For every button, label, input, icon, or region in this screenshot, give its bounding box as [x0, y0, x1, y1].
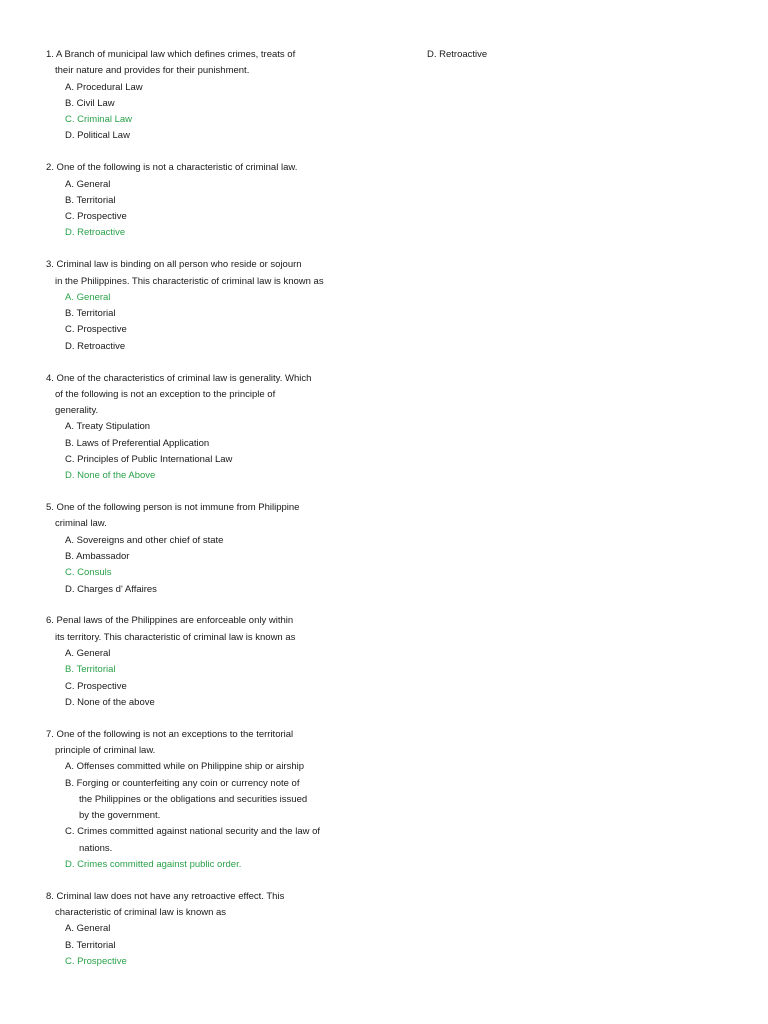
answer-option-correct: B. Territorial: [65, 664, 116, 676]
question-5: [46, 500, 366, 598]
answer-option: C. Crimes committed against national security and the law of: [65, 826, 321, 838]
answer-option: B. Territorial: [65, 939, 116, 951]
question-stem-line: 2. One of the following is not a characteristic of criminal law.: [46, 162, 298, 174]
question-1: [46, 47, 366, 145]
answer-option: A. General: [65, 648, 111, 659]
answer-option: B. Territorial: [65, 308, 116, 320]
answer-option-correct: A. General: [65, 291, 111, 303]
answer-option-correct: C. Criminal Law: [65, 114, 133, 126]
answer-option-correct: D. Retroactive: [65, 227, 126, 239]
answer-option: the Philippines or the obligations and securities issued: [79, 793, 308, 805]
answer-option: C. Principles of Public International Law: [65, 454, 233, 466]
question-stem-line: of the following is not an exception to the principle of: [55, 388, 276, 400]
answer-option: A. Treaty Stipulation: [65, 421, 151, 433]
question-2: [46, 160, 366, 241]
answer-option: B. Ambassador: [65, 551, 130, 563]
answer-option: D. None of the above: [65, 696, 155, 708]
question-3: [46, 257, 366, 355]
answer-option: C. Prospective: [65, 324, 127, 336]
questions-column: [46, 47, 366, 986]
question-stem-line: criminal law.: [55, 518, 107, 530]
answer-option: B. Territorial: [65, 194, 116, 206]
answer-option: A. Sovereigns and other chief of state: [65, 534, 224, 546]
answer-option-correct: D. None of the Above: [65, 470, 156, 482]
answer-option: D. Political Law: [65, 130, 130, 142]
answer-option: nations.: [79, 842, 113, 854]
answer-option: A. General: [65, 178, 111, 190]
answer-option: A. Offenses committed while on Philippine ship or airship: [65, 761, 305, 773]
question-stem-line: its territory. This characteristic of criminal law is known as: [55, 631, 296, 643]
answer-option: by the government.: [79, 810, 161, 822]
answer-option: D. Charges d' Affaires: [65, 583, 157, 595]
question-stem-line: 7. One of the following is not an exceptions to the territorial: [46, 728, 294, 740]
question-stem-line: generality.: [55, 405, 99, 417]
question-stem-line: 1. A Branch of municipal law which defines crimes, treats of: [46, 49, 296, 60]
question-stem-line: their nature and provides for their punishment.: [55, 65, 250, 77]
question-stem-line: 5. One of the following person is not immune from Philippine: [46, 502, 300, 514]
answer-option: B. Laws of Preferential Application: [65, 437, 210, 449]
answer-option: A. Procedural Law: [65, 81, 143, 93]
question-6: [46, 613, 366, 711]
question-stem-line: principle of criminal law.: [55, 744, 156, 756]
question-stem-line: 6. Penal laws of the Philippines are enforceable only within: [46, 615, 294, 627]
answer-option: D. Retroactive: [65, 340, 126, 352]
answer-option-correct: C. Consuls: [65, 567, 112, 579]
answer-option: C. Prospective: [65, 211, 127, 223]
continued-option-d: D. Retroactive: [427, 49, 488, 60]
question-stem-line: characteristic of criminal law is known as: [55, 907, 227, 919]
answer-option: B. Civil Law: [65, 97, 115, 109]
answer-option: B. Forging or counterfeiting any coin or currency note of: [65, 777, 300, 789]
question-stem-line: 3. Criminal law is binding on all person who reside or sojourn: [46, 259, 302, 271]
answer-option-correct: D. Crimes committed against public order.: [65, 859, 242, 871]
question-stem-line: 8. Criminal law does not have any retroactive effect. This: [46, 890, 285, 902]
answer-option: C. Prospective: [65, 680, 127, 692]
question-stem-line: 4. One of the characteristics of criminal law is generality. Which: [46, 372, 312, 384]
answer-option-correct: C. Prospective: [65, 956, 127, 968]
question-stem-line: in the Philippines. This characteristic of criminal law is known as: [55, 275, 324, 287]
question-7: [46, 727, 366, 874]
right-column: [427, 47, 627, 63]
question-8: [46, 889, 366, 970]
answer-option: A. General: [65, 923, 111, 935]
question-4: [46, 371, 366, 485]
